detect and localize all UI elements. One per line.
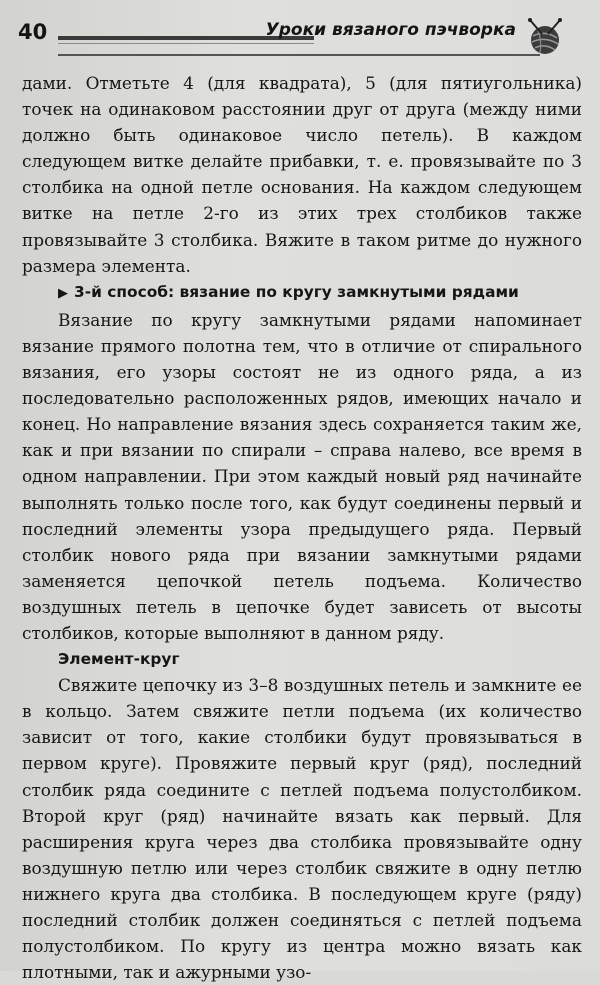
paragraph-circle-element: Свяжите цепочку из 3–8 воздушных петель и замкните ее в кольцо. Затем свяжите петли подъема (их количество зависит от того, какие столбики будут провязываться в первом круге). Провяжите первый круг (ряд), последний столбик ряда соедините с петлей подъема полустолбиком. Второй круг (ряд) начинайте вязать как первый. Для расширения круга через два столбика провязывайте одну воздушную петлю или через столбик свяжите в одну петлю нижнего круга два столбика. В последующем круге (ряду) последний столбик должен соединяться с петлей подъема полустолбиком. По кругу из центра можно вязать как плотными, так и ажурными узо- xyxy=(22,675,582,983)
page-number: 40 xyxy=(18,20,48,44)
running-title: Уроки вязаного пэчворка xyxy=(265,20,516,40)
paragraph-closed-rows: Вязание по кругу замкнутыми рядами напоминает вязание прямого полотна тем, что в отличие от спирального вязания, его узоры состоят не из одного ряда, а из последовательно расположенных рядов, имеющих начало и конец. Но направление вязания здесь сохраняется таким же, как и при вязании по спирали – справа налево, все время в одном направлении. При этом каждый новый ряд начинайте выполнять только после того, как будут соединены первый и последний элементы узора предыдущего ряда. Первый столбик нового ряда при вязании замкнутыми рядами заменяется цепочкой петель подъема. Количество воздушных петель в цепочке будет зависеть от высоты столбиков, которые выполняют в данном ряду. xyxy=(22,309,582,643)
body-text xyxy=(22,70,582,985)
triangle-marker-icon: ▶ xyxy=(58,285,68,301)
section-heading xyxy=(22,279,582,307)
header-bottom-rule xyxy=(58,54,540,56)
running-head xyxy=(14,14,586,58)
section-heading-text: 3-й способ: вязание по кругу замкнутыми рядами xyxy=(74,282,519,301)
yarn-ball-icon xyxy=(524,16,566,58)
paragraph-continued: дами. Отметьте 4 (для квадрата), 5 (для пятиугольника) точек на одинаковом расстоянии друг от друга (между ними должно быть одинаковое число петель). В каждом следующем витке делайте прибавки, т. е. провязывайте по 3 столбика на одной петле основания. На каждом следующем витке на петле 2-го из этих трех столбиков также провязывайте 3 столбика. Вяжите в таком ритме до нужного размера элемента. xyxy=(22,73,582,276)
header-rule-thin xyxy=(58,43,314,44)
subheading: Элемент-круг xyxy=(58,650,180,669)
